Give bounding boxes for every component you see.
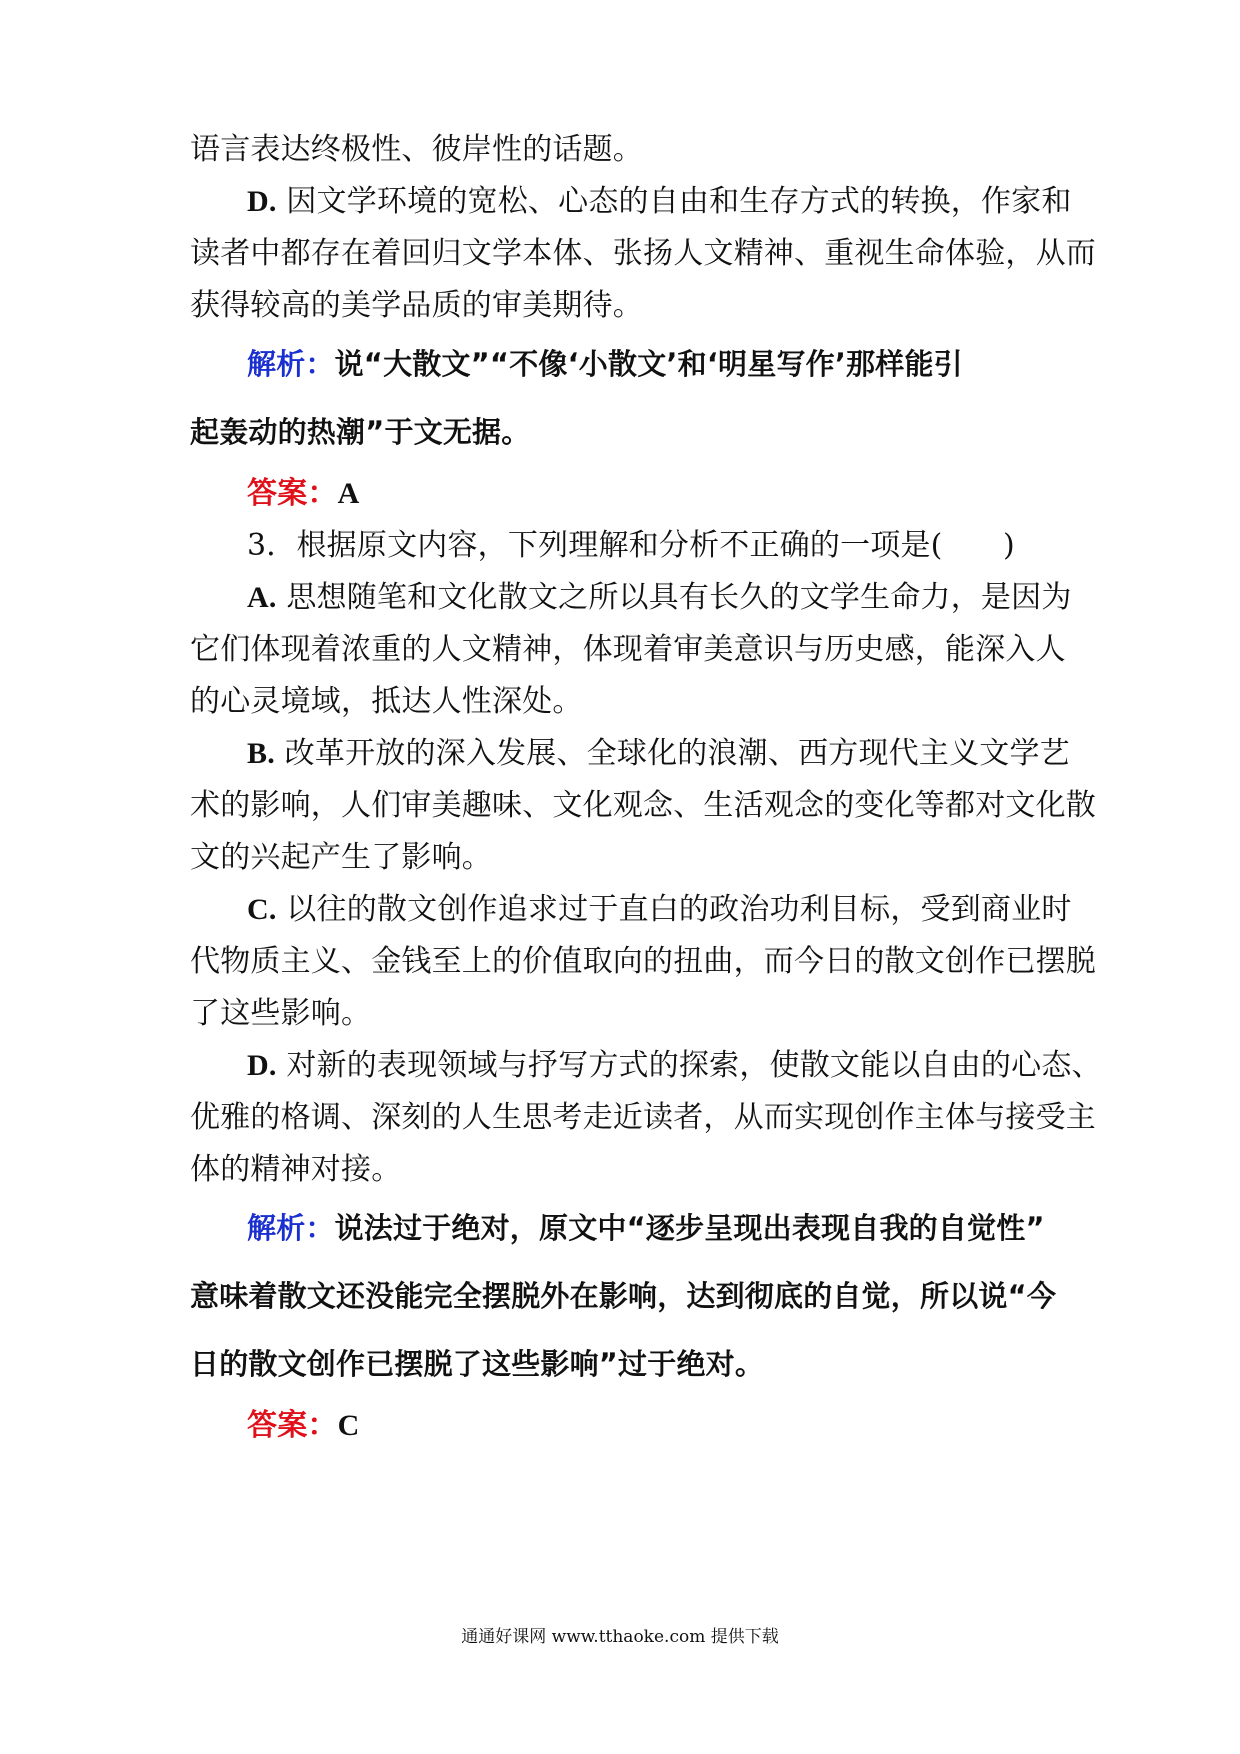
paragraph-text: 了这些影响。 <box>190 996 372 1031</box>
answer-line <box>247 1406 1060 1446</box>
option-label: C. <box>247 893 277 926</box>
text-line <box>190 994 1060 1034</box>
analysis-text: 说“大散文”“不像‘小散文’和‘明星写作’那样能引 <box>334 347 963 381</box>
analysis-text: 起轰动的热潮”于文无据。 <box>190 415 531 449</box>
paragraph-text: 语言表达终极性、彼岸性的话题。 <box>190 132 643 167</box>
analysis-line <box>247 344 1060 384</box>
analysis-text: 日的散文创作已摆脱了这些影响”过于绝对。 <box>190 1347 765 1381</box>
analysis-label: 解析： <box>247 1211 335 1245</box>
text-line <box>190 1150 1060 1190</box>
option-text: 思想随笔和文化散文之所以具有长久的文学生命力，是因为 <box>286 580 1072 615</box>
option-a-line <box>247 578 1072 618</box>
text-line <box>190 130 1060 170</box>
analysis-text: 说法过于绝对，原文中“逐步呈现出表现自我的自觉性” <box>334 1211 1045 1245</box>
page-footer <box>0 1622 1240 1647</box>
option-text: 以往的散文创作追求过于直白的政治功利目标，受到商业时 <box>286 892 1072 927</box>
option-text: 因文学环境的宽松、心态的自由和生存方式的转换，作家和 <box>286 184 1072 219</box>
option-label: D. <box>247 185 277 218</box>
text-line <box>190 630 1066 670</box>
text-line <box>190 234 1096 274</box>
option-d-line <box>247 1046 1102 1086</box>
text-line <box>190 286 1060 326</box>
text-line <box>190 1098 1096 1138</box>
analysis-label: 解析： <box>247 347 335 381</box>
paragraph-text: 文的兴起产生了影响。 <box>190 840 492 875</box>
option-b-line <box>247 734 1070 774</box>
paragraph-text: 体的精神对接。 <box>190 1152 402 1187</box>
option-text: 对新的表现领域与抒写方式的探索，使散文能以自由的心态、 <box>286 1048 1102 1083</box>
option-c-line <box>247 890 1072 930</box>
answer-line <box>247 474 1060 514</box>
analysis-text: 意味着散文还没能完全摆脱外在影响，达到彻底的自觉，所以说“今 <box>190 1279 1057 1313</box>
text-line <box>190 838 1060 878</box>
answer-label: 答案： <box>247 476 338 511</box>
paragraph-text: 它们体现着浓重的人文精神，体现着审美意识与历史感，能深入人 <box>190 632 1066 667</box>
answer-label: 答案： <box>247 1408 338 1443</box>
analysis-line <box>190 412 1060 452</box>
option-d-line <box>247 182 1072 222</box>
option-label: B. <box>247 737 275 770</box>
analysis-line <box>190 1344 1060 1384</box>
answer-value: A <box>337 477 360 510</box>
question-text: 3．根据原文内容，下列理解和分析不正确的一项是( ) <box>247 528 1015 563</box>
analysis-line <box>247 1208 1060 1248</box>
paragraph-text: 优雅的格调、深刻的人生思考走近读者，从而实现创作主体与接受主 <box>190 1100 1096 1135</box>
option-label: D. <box>247 1049 277 1082</box>
answer-value: C <box>337 1409 360 1442</box>
text-line <box>190 786 1096 826</box>
paragraph-text: 代物质主义、金钱至上的价值取向的扭曲，而今日的散文创作已摆脱 <box>190 944 1096 979</box>
paragraph-text: 读者中都存在着回归文学本体、张扬人文精神、重视生命体验，从而 <box>190 236 1096 271</box>
paragraph-text: 的心灵境域，抵达人性深处。 <box>190 684 583 719</box>
paragraph-text: 术的影响，人们审美趣味、文化观念、生活观念的变化等都对文化散 <box>190 788 1096 823</box>
text-line <box>190 682 1060 722</box>
option-label: A. <box>247 581 277 614</box>
question-3 <box>247 526 1060 566</box>
option-text: 改革开放的深入发展、全球化的浪潮、西方现代主义文学艺 <box>284 736 1070 771</box>
footer-text: 通通好课网 www.tthaoke.com 提供下载 <box>461 1627 779 1647</box>
analysis-line <box>190 1276 1060 1316</box>
text-line <box>190 942 1096 982</box>
paragraph-text: 获得较高的美学品质的审美期待。 <box>190 288 643 323</box>
